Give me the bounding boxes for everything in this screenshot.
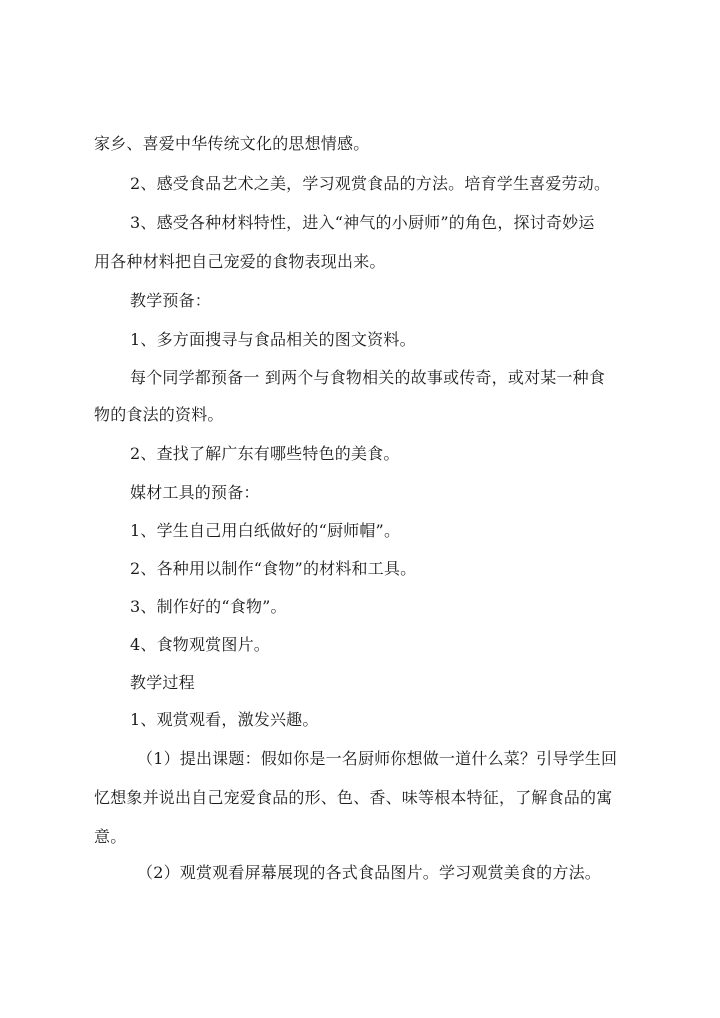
section-heading: 教学预备： [130,291,212,310]
text-line: 2、各种用以制作“食物”的材料和工具。 [130,559,417,578]
text-line: 家乡、喜爱中华传统文化的思想情感。 [94,134,370,153]
text-line: 3、制作好的“食物”。 [130,597,287,616]
text-line: 1、观赏观看，激发兴趣。 [130,710,319,729]
text-line: 2、查找了解广东有哪些特色的美食。 [130,444,400,463]
section-heading: 媒材工具的预备： [130,483,260,502]
text-line: 物的食法的资料。 [94,405,224,424]
text-line: 每个同学都预备一 到两个与食物相关的故事或传奇，或对某一种食 [130,368,606,387]
text-line: 忆想象并说出自己宠爱食品的形、色、香、味等根本特征，了解食品的寓 [94,788,613,807]
text-line: 用各种材料把自己宠爱的食物表现出来。 [94,252,386,271]
text-line: 2、感受食品艺术之美，学习观赏食品的方法。培育学生喜爱劳动。 [130,174,611,193]
text-line: 意。 [94,827,127,846]
text-line: 1、多方面搜寻与食品相关的图文资料。 [130,330,416,349]
text-line: （1）提出课题：假如你是一名厨师你想做一道什么菜？引导学生回 [137,749,618,768]
section-heading: 教学过程 [130,673,195,692]
text-line: 1、学生自己用白纸做好的“厨师帽”。 [130,521,401,540]
text-line: 3、感受各种材料特性，进入“神气的小厨师”的角色，探讨奇妙运 [130,213,595,232]
text-line: （2）观赏观看屏幕展现的各式食品图片。学习观赏美食的方法。 [137,863,601,882]
text-line: 4、食物观赏图片。 [130,635,270,654]
